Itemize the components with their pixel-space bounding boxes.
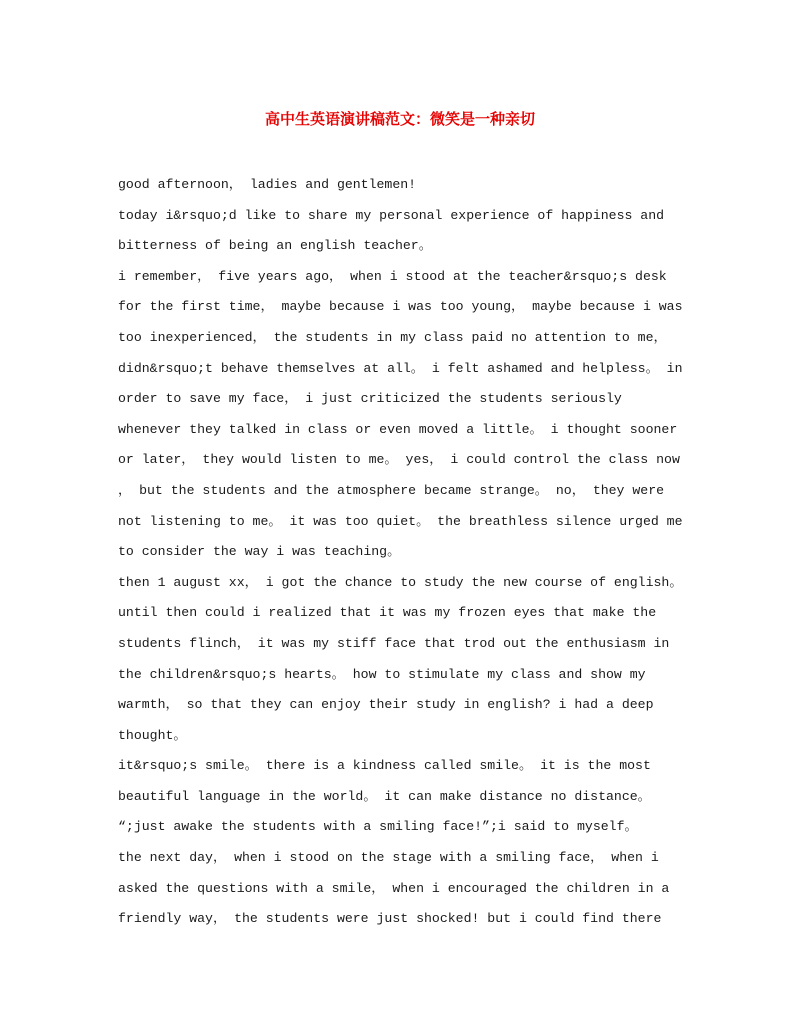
document-body [118, 170, 688, 935]
text-line: not listening to me。 it was too quiet。 the breathless silence urged me [118, 513, 683, 529]
text-line: didn&rsquo;t behave themselves at all。 i felt ashamed and helpless。 in [118, 360, 683, 376]
text-line: it&rsquo;s smile。 there is a kindness called smile。 it is the most [118, 758, 651, 774]
text-line: then 1 august xx， i got the chance to study the new course of english。 [118, 574, 683, 590]
document-title: 高中生英语演讲稿范文：微笑是一种亲切 [264, 110, 535, 128]
text-line: or later， they would listen to me。 yes， i could control the class now [118, 452, 680, 468]
text-line: good afternoon， ladies and gentlemen! [118, 177, 417, 192]
text-line: ， but the students and the atmosphere became strange。 no， they were [118, 482, 665, 498]
text-line: until then could i realized that it was my frozen eyes that make the [118, 605, 657, 621]
text-line: “;just awake the students with a smiling face!”;i said to myself。 [118, 819, 638, 835]
text-line: the next day， when i stood on the stage with a smiling face， when i [118, 850, 659, 866]
text-line: i remember， five years ago， when i stood at the teacher&rsquo;s desk [118, 268, 667, 284]
text-line: whenever they talked in class or even moved a little。 i thought sooner [118, 421, 678, 437]
text-line: students flinch， it was my stiff face that trod out the enthusiasm in [118, 635, 670, 651]
text-line: asked the questions with a smile， when i encouraged the children in a [118, 880, 670, 896]
text-line: for the first time， maybe because i was too young， maybe because i was [118, 299, 683, 315]
text-line: warmth， so that they can enjoy their study in english? i had a deep [118, 697, 654, 713]
text-line: to consider the way i was teaching。 [118, 544, 401, 560]
text-line: too inexperienced， the students in my class paid no attention to me， [118, 329, 667, 345]
text-line: bitterness of being an english teacher。 [118, 238, 432, 254]
text-line: friendly way， the students were just shocked! but i could find there [118, 911, 662, 927]
text-line: today i&rsquo;d like to share my personal experience of happiness and [118, 207, 665, 223]
text-line: the children&rsquo;s hearts。 how to stimulate my class and show my [118, 666, 646, 682]
text-line: order to save my face， i just criticized the students seriously [118, 391, 622, 407]
text-line: beautiful language in the world。 it can make distance no distance。 [118, 788, 651, 804]
text-line: thought。 [118, 727, 187, 743]
